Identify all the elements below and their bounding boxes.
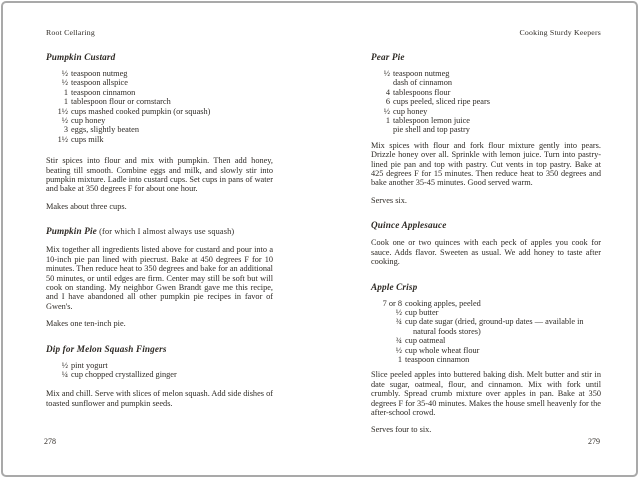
ingredient-quantity: ½ xyxy=(383,69,390,78)
ingredient-text: teaspoon nutmeg xyxy=(393,69,450,78)
ingredient-line xyxy=(371,107,601,116)
recipe-melon-squash-dip xyxy=(46,344,273,409)
ingredient-quantity: 1 xyxy=(385,116,390,126)
ingredient-line xyxy=(371,308,601,317)
recipe-title-text: Dip for Melon Squash Fingers xyxy=(46,343,167,354)
recipe-directions: Slice peeled apples into buttered baking dish. Melt butter and stir in date sugar, oatmeal, flour, and cinnamon. Mix with fork until crumbly. Spread crumb mixture over apples in pan. Bake at 350 degrees F for 35-40 minutes. Makes the house smell heavenly for the after-school crowd. xyxy=(371,370,601,417)
ingredient-quantity: 1 xyxy=(63,97,68,107)
ingredient-text: teaspoon cinnamon xyxy=(71,87,136,97)
ingredient-line xyxy=(46,97,273,106)
ingredient-list xyxy=(371,69,601,135)
ingredient-line xyxy=(371,355,601,364)
ingredient-text: cup oatmeal xyxy=(405,336,446,346)
ingredient-text: tablespoon lemon juice xyxy=(393,116,470,126)
ingredient-quantity xyxy=(371,125,393,134)
ingredient-quantity xyxy=(371,327,405,336)
recipe-title-note: (for which I almost always use squash) xyxy=(96,227,235,237)
recipe-title xyxy=(46,344,273,354)
recipe-title-text: Pumpkin Custard xyxy=(46,52,116,62)
ingredient-quantity: ½ xyxy=(395,345,402,355)
ingredient-quantity: ½ xyxy=(61,360,68,370)
ingredient-quantity: ¾ xyxy=(395,317,402,327)
ingredient-line xyxy=(371,69,601,78)
ingredient-line xyxy=(46,125,273,134)
recipe-title xyxy=(371,52,601,62)
ingredient-quantity: 1½ xyxy=(57,106,68,116)
ingredient-line xyxy=(46,88,273,97)
ingredient-text: cooking apples, peeled xyxy=(405,298,481,308)
ingredient-line xyxy=(371,78,601,87)
recipe-title-text: Apple Crisp xyxy=(371,281,418,292)
recipe-quince-applesauce xyxy=(371,220,601,266)
recipe-pumpkin-custard xyxy=(46,52,273,211)
ingredient-text: cups milk xyxy=(71,134,104,144)
recipe-title xyxy=(46,52,273,62)
ingredient-line xyxy=(371,327,601,336)
ingredient-line xyxy=(371,97,601,106)
ingredient-text: cup date sugar (dried, ground-up dates — available in xyxy=(405,317,584,327)
page-number-left: 278 xyxy=(44,437,56,446)
ingredient-text: dash of cinnamon xyxy=(393,78,452,88)
ingredient-text: cup whole wheat flour xyxy=(405,345,480,355)
ingredient-quantity: ½ xyxy=(395,307,402,317)
ingredient-text: pie shell and top pastry xyxy=(393,125,470,135)
recipe-directions: Cook one or two quinces with each peck of apples you cook for sauce. Adds flavor. Sweeten as usual. We add honey to taste after cooking. xyxy=(371,238,601,267)
ingredient-text: teaspoon allspice xyxy=(71,78,128,88)
recipe-directions: Mix and chill. Serve with slices of melon squash. Add side dishes of toasted sunflower and pumpkin seeds. xyxy=(46,389,273,408)
recipe-title xyxy=(371,282,601,292)
ingredient-line xyxy=(46,107,273,116)
right-page xyxy=(371,0,601,480)
ingredient-quantity: 1 xyxy=(397,354,402,364)
ingredient-line xyxy=(371,336,601,345)
recipe-directions: Mix spices with flour and fork flour mixture gently into pears. Drizzle honey over all. Sprinkle with lemon juice. Turn into pastry-lined pie pan and top with pastry. Cut vents in top pastry. Bake at 425 degrees F for 15 minutes. Then reduce heat to 350 degrees and bake another 35-45 minutes. Good served warm. xyxy=(371,140,601,188)
running-header-right: Cooking Sturdy Keepers xyxy=(519,28,601,37)
ingredient-line xyxy=(46,78,273,87)
recipe-title xyxy=(371,220,601,230)
ingredient-line xyxy=(46,116,273,125)
ingredient-quantity: ½ xyxy=(61,69,68,78)
recipe-apple-crisp xyxy=(371,282,601,435)
ingredient-text: cups peeled, sliced ripe pears xyxy=(393,97,490,107)
ingredient-quantity: ½ xyxy=(61,78,68,88)
ingredient-quantity: 6 xyxy=(385,97,390,107)
ingredient-line xyxy=(46,361,273,370)
ingredient-line xyxy=(371,299,601,308)
ingredient-line xyxy=(46,370,273,379)
ingredient-quantity: ¾ xyxy=(395,336,402,346)
ingredient-quantity: 7 or 8 xyxy=(382,298,402,308)
ingredient-text: cup chopped crystallized ginger xyxy=(71,369,177,379)
running-header-left: Root Cellaring xyxy=(46,28,95,37)
page-number-right: 279 xyxy=(588,437,600,446)
ingredient-text: cup butter xyxy=(405,307,439,317)
recipe-yield: Makes about three cups. xyxy=(46,201,127,211)
ingredient-text: cup honey xyxy=(71,116,106,126)
ingredient-text: natural foods stores) xyxy=(413,326,481,336)
recipe-directions: Mix together all ingredients listed above for custard and pour into a 10-inch pie pan lined with piecrust. Bake at 450 degrees F for 10 minutes. Then reduce heat to 350 degrees and bake for an additional 50 minutes, or until edges are firm. Center may still be soft but will cook on standing. My neighbor Gwen Brandt gave me this recipe, and I have abandoned all other pumpkin pie recipes in favor of Gwen's. xyxy=(46,245,273,311)
recipe-title-text: Quince Applesauce xyxy=(371,220,447,231)
recipe-yield: Serves four to six. xyxy=(371,425,432,435)
recipe-title xyxy=(46,226,273,237)
ingredient-line xyxy=(371,125,601,134)
ingredient-quantity: 3 xyxy=(63,125,68,135)
ingredient-line xyxy=(371,317,601,326)
ingredient-quantity: 1½ xyxy=(57,134,68,144)
ingredient-text: eggs, slightly beaten xyxy=(71,125,139,135)
recipe-directions: Stir spices into flour and mix with pumpkin. Then add honey, beating till smooth. Combine eggs and milk, and slowly stir into pumpkin mixture. Ladle into custard cups. Set cups in pans of water and bake at 350 degrees F for about one hour. xyxy=(46,156,273,194)
ingredient-list xyxy=(46,361,273,380)
ingredient-quantity: ¼ xyxy=(61,369,68,379)
recipe-yield: Serves six. xyxy=(371,195,407,205)
ingredient-quantity: ½ xyxy=(383,106,390,116)
ingredient-quantity xyxy=(371,78,393,87)
ingredient-list xyxy=(371,299,601,365)
recipe-yield: Makes one ten-inch pie. xyxy=(46,319,126,329)
ingredient-line xyxy=(371,88,601,97)
recipe-pear-pie xyxy=(371,52,601,205)
ingredient-text: pint yogurt xyxy=(71,360,108,370)
ingredient-text: tablespoons flour xyxy=(393,87,451,97)
ingredient-line xyxy=(371,116,601,125)
ingredient-text: cups mashed cooked pumpkin (or squash) xyxy=(71,106,211,116)
ingredient-line xyxy=(371,346,601,355)
ingredient-quantity: ½ xyxy=(61,116,68,126)
left-page xyxy=(46,0,273,480)
ingredient-quantity: 4 xyxy=(385,87,390,97)
recipe-title-text: Pumpkin Pie xyxy=(46,226,97,237)
recipe-title-text: Pear Pie xyxy=(371,52,405,62)
ingredient-list xyxy=(46,69,273,144)
recipe-pumpkin-pie xyxy=(46,226,273,328)
ingredient-line xyxy=(46,135,273,144)
ingredient-text: teaspoon cinnamon xyxy=(405,354,470,364)
ingredient-text: cup honey xyxy=(393,106,428,116)
ingredient-text: teaspoon nutmeg xyxy=(71,69,128,78)
ingredient-quantity: 1 xyxy=(63,87,68,97)
ingredient-line xyxy=(46,69,273,78)
ingredient-text: tablespoon flour or cornstarch xyxy=(71,97,171,107)
